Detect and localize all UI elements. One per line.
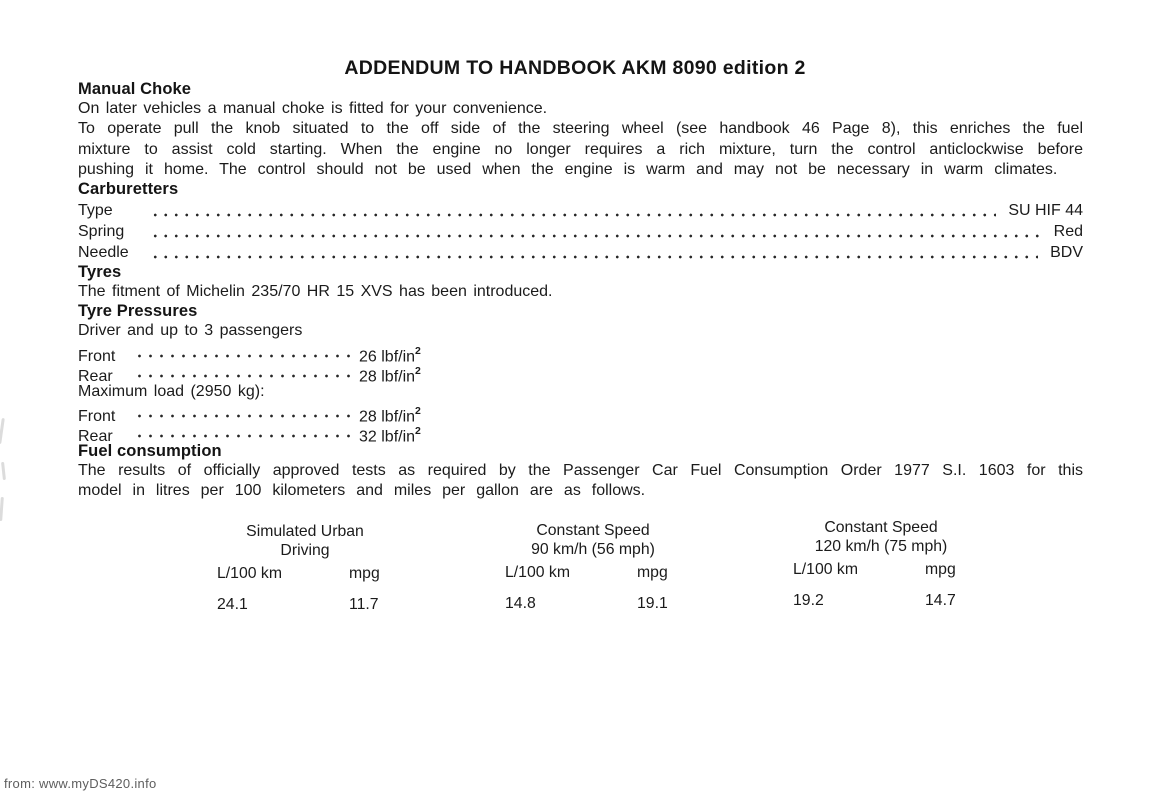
tyre-pressures-subheading-max-load: Maximum load (2950 kg): [78, 382, 265, 400]
pressure-row-rear [78, 422, 558, 446]
section-heading-tyre-pressures: Tyre Pressures [78, 302, 198, 321]
pressure-number: 32 lbf/in [359, 428, 416, 446]
pressure-label: Front [78, 348, 116, 366]
spec-label: Type [78, 202, 113, 220]
fuel-consumption-paragraph: The results of officially approved tests as required by the Passenger Car Fuel Consumption Order 1977 S.I. 1603 for this model in litres per 100 kilometers and miles per gallon are as follows. [78, 462, 1083, 500]
spec-value: BDV [1050, 244, 1083, 262]
carburetters-spec-list [78, 200, 1083, 263]
manual-choke-paragraph: To operate pull the knob situated to the off side of the steering wheel (see handbook 46 Page 8), this enriches the fuel mixture to assist cold starting. When the engine no longer requires a rich mixture, turn the control anticlockwise before pushing it home. The control should not be used when the engine is warm and may not be necessary in warm climates. [78, 120, 1083, 178]
manual-choke-line: On later vehicles a manual choke is fitted for your convenience. [78, 100, 548, 117]
section-heading-fuel-consumption: Fuel consumption [78, 442, 222, 461]
fuel-values-row [505, 594, 681, 613]
source-credit: from: www.myDS420.info [4, 776, 157, 791]
fuel-column-headers [793, 560, 969, 579]
spec-value: Red [1053, 223, 1083, 241]
pressure-number: 26 lbf/in [359, 348, 416, 366]
dot-leader [132, 362, 350, 382]
fuel-group-title: Constant Speed [536, 521, 650, 539]
scan-artifact [0, 418, 5, 444]
pressure-exponent: 2 [415, 344, 421, 357]
value-l100km: 19.2 [793, 591, 824, 609]
pressure-exponent: 2 [415, 405, 421, 418]
dot-leader [148, 242, 1038, 263]
pressure-label: Front [78, 408, 116, 426]
column-header-l100km: L/100 km [793, 560, 858, 578]
section-heading-carburetters: Carburetters [78, 180, 179, 199]
column-header-l100km: L/100 km [505, 563, 570, 581]
scan-artifact [1, 462, 6, 480]
fuel-group-subtitle: 120 km/h (75 mph) [814, 538, 948, 556]
pressure-value [359, 362, 421, 387]
spec-row-needle [78, 242, 1083, 263]
fuel-consumption-table [78, 518, 1083, 613]
fuel-group-title: Constant Speed [824, 518, 938, 536]
dot-leader [132, 342, 350, 362]
fuel-table-group-120kmh [793, 518, 969, 610]
column-header-mpg: mpg [637, 563, 668, 581]
fuel-table-group-90kmh [505, 521, 681, 613]
pressure-exponent: 2 [415, 364, 421, 377]
fuel-table-group-urban [217, 522, 393, 614]
pressure-number: 28 lbf/in [359, 368, 416, 386]
dot-leader [132, 402, 350, 422]
spec-label: Needle [78, 244, 129, 262]
spec-label: Spring [78, 223, 125, 241]
spec-value: SU HIF 44 [1008, 202, 1083, 220]
dot-leader [148, 221, 1042, 242]
section-heading-tyres: Tyres [78, 263, 122, 282]
pressure-row-front [78, 342, 558, 366]
fuel-values-row [217, 595, 393, 614]
tyres-text: The fitment of Michelin 235/70 HR 15 XVS has been introduced. [78, 283, 553, 301]
pressure-label: Rear [78, 428, 113, 446]
spec-row-spring [78, 221, 1083, 242]
value-l100km: 24.1 [217, 595, 248, 613]
fuel-group-subtitle: Driving [280, 542, 330, 560]
pressure-value [359, 422, 421, 447]
fuel-values-row [793, 591, 969, 610]
spec-row-type [78, 200, 1083, 221]
fuel-column-headers [217, 564, 393, 583]
pressure-number: 28 lbf/in [359, 408, 416, 426]
pressure-exponent: 2 [415, 425, 421, 438]
value-mpg: 14.7 [925, 591, 956, 609]
page-content [78, 80, 1083, 613]
scan-artifact [0, 497, 4, 521]
column-header-mpg: mpg [925, 560, 956, 578]
value-l100km: 14.8 [505, 594, 536, 612]
pressure-row-rear [78, 362, 558, 386]
value-mpg: 19.1 [637, 594, 668, 612]
fuel-group-subtitle: 90 km/h (56 mph) [531, 541, 655, 559]
section-heading-manual-choke: Manual Choke [78, 80, 192, 98]
tyre-pressures-subheading-driver: Driver and up to 3 passengers [78, 322, 303, 340]
page-title: ADDENDUM TO HANDBOOK AKM 8090 edition 2 [344, 57, 806, 79]
dot-leader [132, 422, 350, 442]
value-mpg: 11.7 [349, 595, 379, 613]
pressure-row-front [78, 402, 558, 426]
dot-leader [148, 200, 996, 221]
column-header-mpg: mpg [349, 564, 380, 582]
fuel-column-headers [505, 563, 681, 582]
pressure-label: Rear [78, 368, 113, 386]
column-header-l100km: L/100 km [217, 564, 282, 582]
fuel-group-title: Simulated Urban [246, 522, 364, 540]
